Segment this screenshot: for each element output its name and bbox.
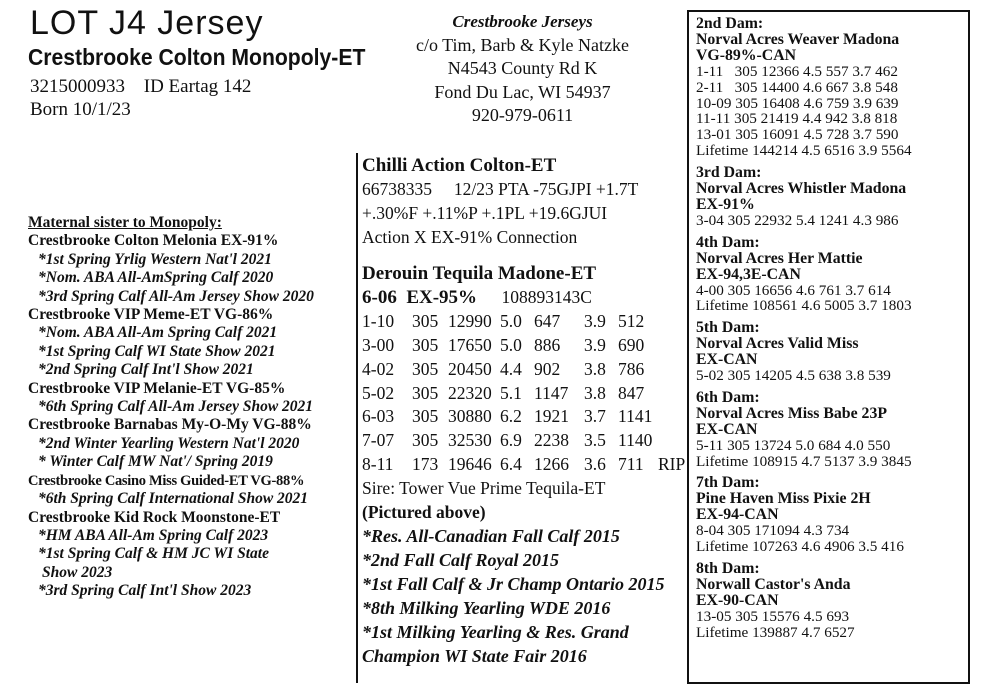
dam-ancestor-record: 5-11 305 13724 5.0 684 4.0 550 xyxy=(696,436,891,454)
lot-title: LOT J4 Jersey xyxy=(30,4,264,42)
dam-ancestor-record: Lifetime 108561 4.6 5005 3.7 1803 xyxy=(696,297,912,315)
maternal-heading: Maternal sister to Monopoly: xyxy=(28,214,222,231)
dam-record-cell: 2238 xyxy=(534,430,569,451)
maternal-award: *2nd Winter Yearling Western Nat'l 2020 xyxy=(38,434,300,452)
maternal-award: *1st Spring Calf WI State Show 2021 xyxy=(38,342,276,360)
maternal-award: *Nom. ABA All-Am Spring Calf 2021 xyxy=(38,324,278,342)
maternal-sisters xyxy=(28,214,314,601)
dam-record-cell: 1140 xyxy=(618,430,653,451)
dam-ancestor-record: 1-11 305 12366 4.5 557 3.7 462 xyxy=(696,62,898,80)
dam-record-cell: 3.6 xyxy=(584,453,606,474)
dam-record-cell: 12990 xyxy=(448,311,492,332)
dam-record-cell: 5-02 xyxy=(362,382,395,403)
dam-ancestor-classification: EX-94-CAN xyxy=(696,506,779,524)
dam-ancestor-record: 3-04 305 22932 5.4 1241 4.3 986 xyxy=(696,211,899,229)
dam-record-cell: 22320 xyxy=(448,382,492,403)
dam-ancestor-record: Lifetime 107263 4.6 4906 3.5 416 xyxy=(696,538,904,556)
dam-ancestor-record: 8-04 305 171094 4.3 734 xyxy=(696,522,850,540)
dam-generation-title: 7th Dam: xyxy=(696,474,760,492)
dam-award: *Res. All-Canadian Fall Calf 2015 xyxy=(362,526,620,547)
maternal-award: *3rd Spring Calf All-Am Jersey Show 2020 xyxy=(38,287,314,305)
dam-record-cell: 1147 xyxy=(534,382,569,403)
dam-record-cell: 6.4 xyxy=(500,453,522,474)
dam-record-cell: 3.9 xyxy=(584,334,606,355)
farm-phone: 920-979-0611 xyxy=(471,105,574,125)
dam-record-cell: 3.7 xyxy=(584,406,606,427)
dam-reg-number: 108893143C xyxy=(501,287,592,308)
dam-generation-title: 2nd Dam: xyxy=(696,15,764,32)
dam-ancestor-name: Norval Acres Valid Miss xyxy=(696,335,859,353)
dam-record-cell: 7-07 xyxy=(362,430,395,451)
dam-record-cell: 6.2 xyxy=(500,406,522,427)
ancestor-dam xyxy=(696,390,968,470)
dam-record-cell: 17650 xyxy=(448,334,492,355)
dam-record-cell: 6-03 xyxy=(362,406,395,427)
dam-generation-title: 4th Dam: xyxy=(696,233,760,251)
dam-record-cell: 4.4 xyxy=(500,358,522,379)
dam-ancestor-name: Pine Haven Miss Pixie 2H xyxy=(696,490,871,508)
dams-list xyxy=(696,16,968,641)
maternal-award: *2nd Spring Calf Int'l Show 2021 xyxy=(38,361,254,379)
pedigree-column xyxy=(356,153,698,683)
dam-record-cell: 8-11 xyxy=(362,453,394,474)
sire-info-line2: +.30%F +.11%P +.1PL +19.6GJUI xyxy=(362,202,608,223)
dam-awards xyxy=(362,524,698,668)
dam-ancestor-classification: EX-90-CAN xyxy=(696,591,779,609)
dam-ancestor-record: 5-02 305 14205 4.5 638 3.8 539 xyxy=(696,367,891,385)
dam-generation-title: 3rd Dam: xyxy=(696,164,762,182)
dam-record-row xyxy=(362,358,698,382)
maternal-award: *6th Spring Calf International Show 2021 xyxy=(38,490,309,508)
ancestor-dam xyxy=(696,320,968,384)
ancestor-dam xyxy=(696,165,968,229)
dam-ancestor-record: 11-11 305 21419 4.4 942 3.8 818 xyxy=(696,110,898,128)
dam-record-cell: 1266 xyxy=(534,453,569,474)
dam-record-row xyxy=(362,453,698,477)
sire-info-line3: Action X EX-91% Connection xyxy=(362,226,578,247)
farm-address-line1: N4543 County Rd K xyxy=(447,58,598,78)
maternal-sister-name: Crestbrooke Barnabas My-O-My VG-88% xyxy=(28,416,312,434)
dam-record-cell: 305 xyxy=(412,406,439,427)
dam-ancestor-record: 13-05 305 15576 4.5 693 xyxy=(696,607,850,625)
dam-ancestor-name: Norval Acres Whistler Madona xyxy=(696,180,907,198)
dam-record-cell: 6.9 xyxy=(500,430,522,451)
dam-record-row xyxy=(362,382,698,406)
dam-ancestor-name: Norval Acres Miss Babe 23P xyxy=(696,404,888,422)
dam-record-cell: 305 xyxy=(412,311,439,332)
dam-record-cell: 786 xyxy=(618,358,645,379)
maternal-sister-name: Crestbrooke VIP Melanie-ET VG-85% xyxy=(28,379,286,397)
sire-info-line1: 66738335 12/23 PTA -75GJPI +1.7T xyxy=(362,179,639,199)
dam-record-cell: 690 xyxy=(618,334,645,355)
dam-record-cell: 3.9 xyxy=(584,311,606,332)
maternal-award: *1st Spring Calf & HM JC WI State xyxy=(38,545,269,563)
dam-generation-title: 5th Dam: xyxy=(696,319,760,337)
dam-record-cell: 1-10 xyxy=(362,311,395,332)
dam-award: *8th Milking Yearling WDE 2016 xyxy=(362,598,611,619)
dam-ancestor-classification: VG-89%-CAN xyxy=(696,46,797,64)
dam-record-cell: 512 xyxy=(618,311,645,332)
dam-record-cell: 647 xyxy=(534,311,561,332)
dam-generation-title: 8th Dam: xyxy=(696,560,760,577)
dam-record-cell: 3-00 xyxy=(362,334,395,355)
dam-record-cell: 30880 xyxy=(448,406,492,427)
dam-record-cell: 711 xyxy=(618,453,644,474)
dam-record-cell: 305 xyxy=(412,430,439,451)
dam-award: *1st Fall Calf & Jr Champ Ontario 2015 xyxy=(362,574,665,595)
dam-record-cell: 847 xyxy=(618,382,645,403)
dam-ancestor-classification: EX-91% xyxy=(696,195,755,213)
maternal-award: * Winter Calf MW Nat'/ Spring 2019 xyxy=(38,453,273,471)
dam-record-cell: RIP xyxy=(658,453,686,474)
farm-name: Crestbrooke Jerseys xyxy=(452,12,593,31)
maternal-sister-name: Crestbrooke Kid Rock Moonstone-ET xyxy=(28,508,281,526)
dam-award: *2nd Fall Calf Royal 2015 xyxy=(362,550,560,571)
farm-contact xyxy=(370,10,675,128)
maternal-award: *6th Spring Calf All-Am Jersey Show 2021 xyxy=(38,398,314,416)
farm-owners: c/o Tim, Barb & Kyle Natzke xyxy=(416,34,629,55)
dam-ancestor-record: 2-11 305 14400 4.6 667 3.8 548 xyxy=(696,78,898,96)
dam-record-row xyxy=(362,405,698,429)
dam-record-cell: 20450 xyxy=(448,358,492,379)
maternal-award: Show 2023 xyxy=(42,563,113,581)
dam-ancestor-classification: EX-CAN xyxy=(696,420,758,438)
dam-records xyxy=(362,310,698,477)
dam-ancestor-classification: EX-94,3E-CAN xyxy=(696,265,801,283)
dam-ancestor-record: Lifetime 108915 4.7 5137 3.9 3845 xyxy=(696,452,912,470)
dam-record-cell: 32530 xyxy=(448,430,492,451)
dam-ancestor-record: 13-01 305 16091 4.5 728 3.7 590 xyxy=(696,126,899,144)
dam-record-cell: 19646 xyxy=(448,453,492,474)
dam-sire-line: Sire: Tower Vue Prime Tequila-ET xyxy=(362,477,606,498)
maternal-award: *1st Spring Yrlig Western Nat'l 2021 xyxy=(38,250,272,268)
dam-record-cell: 4-02 xyxy=(362,358,395,379)
dam-record-cell: 1921 xyxy=(534,406,569,427)
maternal-sister-name: Crestbrooke Casino Miss Guided-ET VG-88% xyxy=(28,472,305,489)
dam-record-cell: 305 xyxy=(412,358,439,379)
ancestor-dam xyxy=(696,16,968,159)
dam-ancestor-record: 10-09 305 16408 4.6 759 3.9 639 xyxy=(696,94,899,112)
dam-record-cell: 5.0 xyxy=(500,311,522,332)
ancestor-dam xyxy=(696,475,968,555)
dam-ancestor-record: Lifetime 144214 4.5 6516 3.9 5564 xyxy=(696,142,912,160)
dam-record-cell: 305 xyxy=(412,334,439,355)
sire-name: Chilli Action Colton-ET xyxy=(362,155,557,176)
dam-ancestor-name: Norval Acres Weaver Madona xyxy=(696,30,900,48)
dam-record-row xyxy=(362,429,698,453)
dam-record-cell: 173 xyxy=(412,453,439,474)
dam-ancestor-name: Norval Acres Her Mattie xyxy=(696,249,863,267)
farm-address-line2: Fond Du Lac, WI 54937 xyxy=(434,81,611,102)
dam-record-row xyxy=(362,334,698,358)
dam-award: Champion WI State Fair 2016 xyxy=(362,646,587,667)
ancestor-dam xyxy=(696,561,968,641)
dam-award: *1st Milking Yearling & Res. Grand xyxy=(362,622,629,643)
dam-record-cell: 1141 xyxy=(618,406,653,427)
maternal-sister-name: Crestbrooke VIP Meme-ET VG-86% xyxy=(28,306,274,324)
dam-generation-title: 6th Dam: xyxy=(696,388,760,406)
dam-record-cell: 3.5 xyxy=(584,430,606,451)
maternal-sister-list xyxy=(28,232,314,600)
maternal-award: *3rd Spring Calf Int'l Show 2023 xyxy=(38,582,252,600)
dam-ancestor-classification: EX-CAN xyxy=(696,351,758,369)
dam-record-cell: 305 xyxy=(412,382,439,403)
birth-date: Born 10/1/23 xyxy=(30,99,131,120)
registration-line xyxy=(30,76,251,98)
dam-record-cell: 3.8 xyxy=(584,382,606,403)
maternal-sister-name: Crestbrooke Colton Melonia EX-91% xyxy=(28,232,279,250)
dam-classification-line xyxy=(362,286,698,310)
eartag: ID Eartag 142 xyxy=(143,76,252,97)
dam-record-cell: 5.0 xyxy=(500,334,522,355)
dam-record-cell: 3.8 xyxy=(584,358,606,379)
animal-name: Crestbrooke Colton Monopoly-ET xyxy=(28,44,366,70)
maternal-award: *Nom. ABA All-AmSpring Calf 2020 xyxy=(38,269,274,287)
dam-record-cell: 902 xyxy=(534,358,561,379)
dam-name: Derouin Tequila Madone-ET xyxy=(362,263,597,285)
dam-record-row xyxy=(362,310,698,334)
dam-record-cell: 5.1 xyxy=(500,382,522,403)
dams-box xyxy=(687,10,970,684)
registration-number: 3215000933 xyxy=(30,76,125,97)
dam-ancestor-name: Norwall Castor's Anda xyxy=(696,575,851,593)
ancestor-dam xyxy=(696,235,968,315)
maternal-award: *HM ABA All-Am Spring Calf 2023 xyxy=(38,526,269,544)
dam-classification: 6-06 EX-95% xyxy=(362,287,478,309)
dam-record-cell: 886 xyxy=(534,334,561,355)
dam-ancestor-record: Lifetime 139887 4.7 6527 xyxy=(696,623,855,641)
pictured-note: (Pictured above) xyxy=(362,501,486,522)
dam-ancestor-record: 4-00 305 16656 4.6 761 3.7 614 xyxy=(696,281,891,299)
